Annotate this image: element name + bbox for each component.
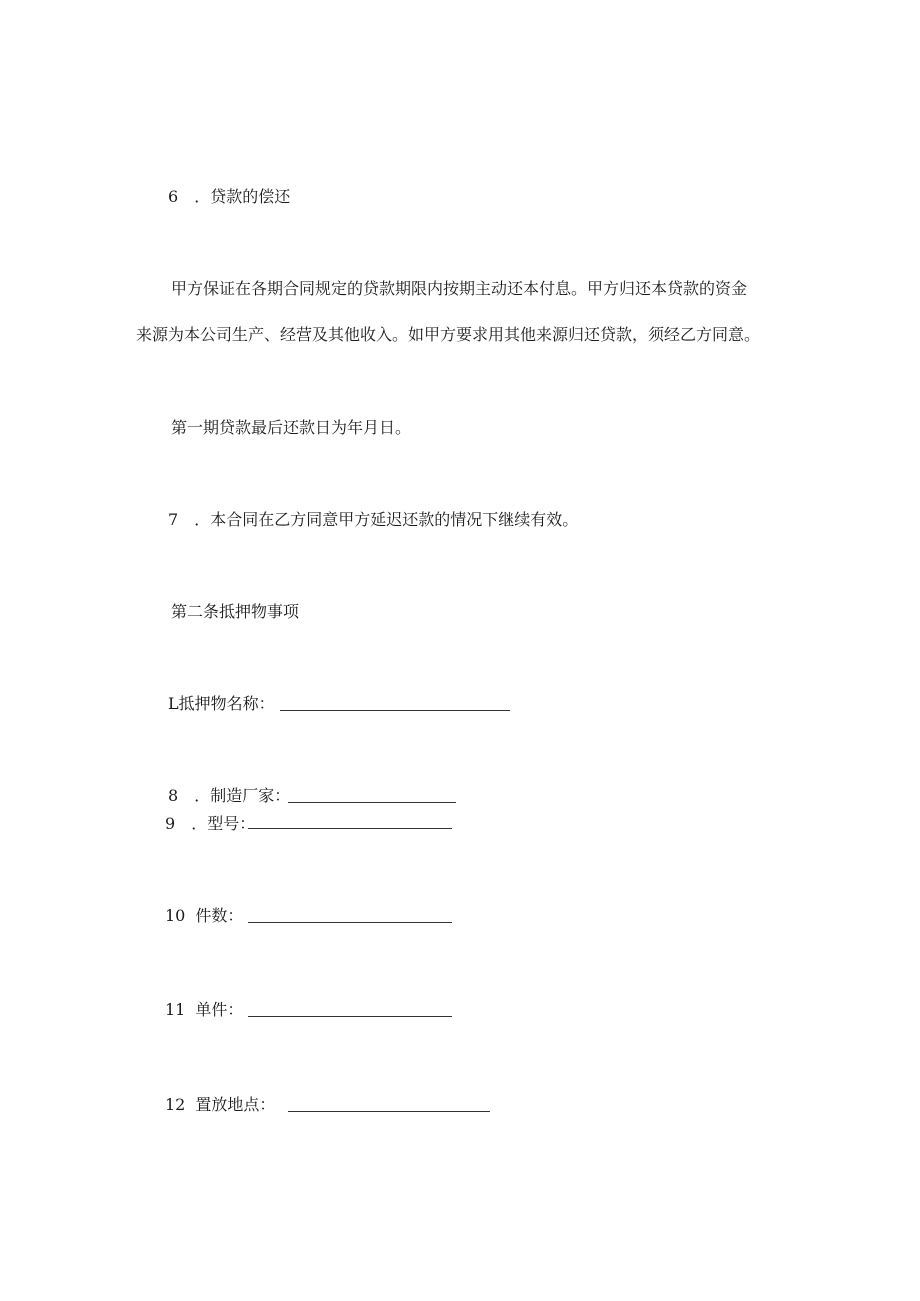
unit-label-text: 单件：: [195, 1000, 244, 1019]
quantity-number: 10: [165, 906, 186, 925]
article-2-title: 第二条抵押物事项: [171, 602, 300, 621]
item-6-heading: [168, 187, 290, 207]
model-label-text: ．型号：: [191, 814, 256, 833]
item-7-number: 7: [168, 510, 179, 529]
model-label: [165, 814, 255, 834]
location-blank[interactable]: [288, 1111, 490, 1112]
collateral-name-label: L抵押物名称：: [168, 694, 275, 713]
location-number: 12: [165, 1095, 186, 1114]
repayment-paragraph-line-1: 甲方保证在各期合同规定的贷款期限内按期主动还本付息。甲方归还本贷款的资金: [171, 279, 748, 298]
location-label-text: 置放地点：: [195, 1095, 276, 1114]
model-blank[interactable]: [248, 828, 452, 829]
item-6-number: 6: [168, 187, 179, 206]
unit-label: [165, 1000, 243, 1020]
item-7-text: ．本合同在乙方同意甲方延迟还款的情况下继续有效。: [194, 510, 579, 529]
quantity-label-text: 件数：: [195, 906, 244, 925]
location-label: [165, 1095, 275, 1115]
unit-blank[interactable]: [248, 1016, 452, 1017]
item-7-clause: [168, 510, 578, 530]
item-6-title: ．贷款的偿还: [194, 187, 291, 206]
first-term-statement: 第一期贷款最后还款日为年月日。: [171, 418, 412, 437]
manufacturer-label: [168, 786, 290, 806]
repayment-paragraph-line-2: 来源为本公司生产、经营及其他收入。如甲方要求用其他来源归还贷款，须经乙方同意。: [136, 325, 761, 344]
model-number: 9: [165, 814, 176, 833]
collateral-name-blank[interactable]: [280, 710, 510, 711]
manufacturer-label-text: ．制造厂家：: [194, 786, 291, 805]
manufacturer-number: 8: [168, 786, 179, 805]
manufacturer-blank[interactable]: [288, 802, 456, 803]
unit-number: 11: [165, 1000, 186, 1019]
quantity-blank[interactable]: [248, 922, 452, 923]
quantity-label: [165, 906, 243, 926]
